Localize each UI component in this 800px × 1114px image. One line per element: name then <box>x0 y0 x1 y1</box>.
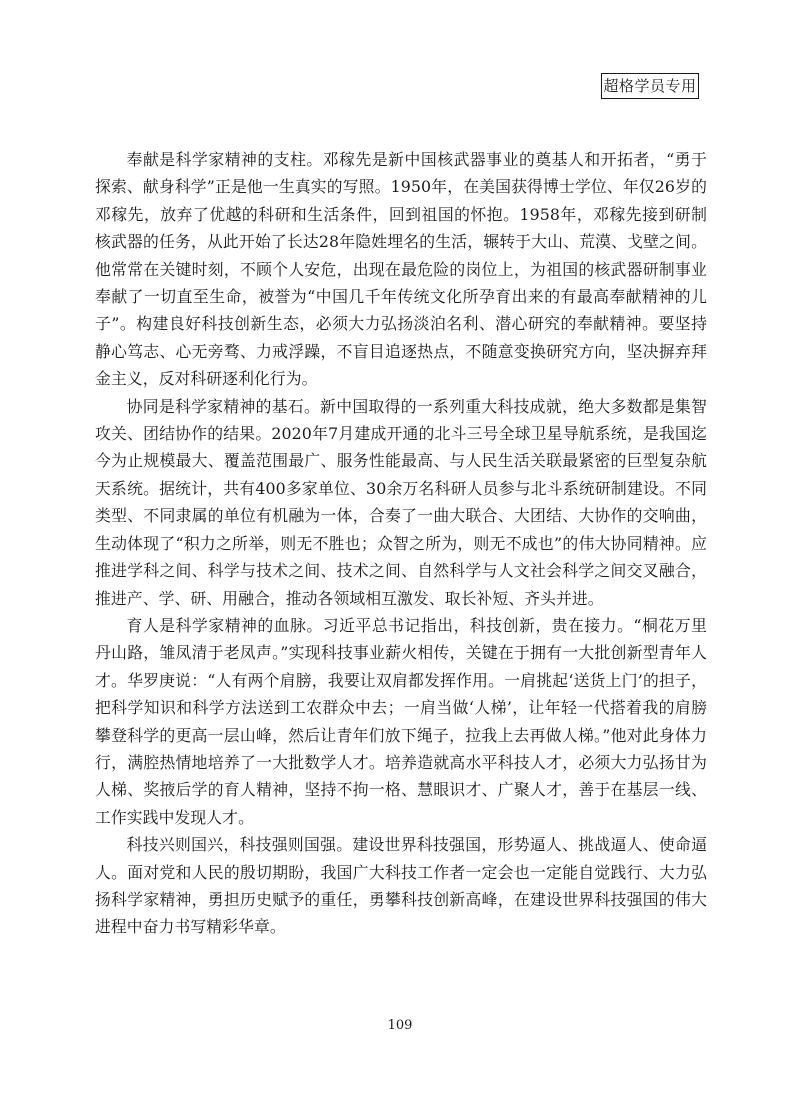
paragraph-dedication: 奉献是科学家精神的支柱。邓稼先是新中国核武器事业的奠基人和开拓者，“勇于探索、献身科学”正是他一生真实的写照。1950年，在美国获得博士学位、年仅26岁的邓稼先，放弃了优越的科研和生活条件，回到祖国的怀抱。1958年，邓稼先接到研制核武器的任务，从此开始了长达28年隐姓埋名的生活，辗转于大山、荒漠、戈壁之间。他常常在关键时刻，不顾个人安危，出现在最危险的岗位上，为祖国的核武器研制事业奉献了一切直至生命，被誉为“中国几千年传统文化所孕育出来的有最高奉献精神的儿子”。构建良好科技创新生态，必须大力弘扬淡泊名利、潜心研究的奉献精神。要坚持静心笃志、心无旁骛、力戒浮躁，不盲目追逐热点，不随意变换研究方向，坚决摒弃拜金主义，反对科研逐利化行为。 <box>95 150 707 389</box>
paragraph-education: 育人是科学家精神的血脉。习近平总书记指出，科技创新，贵在接力。“桐花万里丹山路，雏凤清于老凤声。”实现科技事业薪火相传，关键在于拥有一大批创新型青年人才。华罗庚说：“人有两个肩膀，我要让双肩都发挥作用。一肩挑起‘送货上门’的担子，把科学知识和科学方法送到工农群众中去；一肩当做‘人梯’，让年轻一代搭着我的肩膀攀登科学的更高一层山峰，然后让青年们放下绳子，拉我上去再做人梯。”他对此身体力行，满腔热情地培养了一大批数学人才。培养造就高水平科技人才，必须大力弘扬甘为人梯、奖掖后学的育人精神，坚持不拘一格、慧眼识才、广聚人才，善于在基层一线、工作实践中发现人才。 <box>95 615 707 827</box>
page-number: 109 <box>387 1018 413 1033</box>
paragraph-conclusion: 科技兴则国兴，科技强则国强。建设世界科技强国，形势逼人、挑战逼人、使命逼人。面对党和人民的殷切期盼，我国广大科技工作者一定会也一定能自觉践行、大力弘扬科学家精神，勇担历史赋予的重任，勇攀科技创新高峰，在建设世界科技强国的伟大进程中奋力书写精彩华章。 <box>95 835 707 937</box>
header-badge: 超格学员专用 <box>601 73 699 99</box>
paragraph-collaboration: 协同是科学家精神的基石。新中国取得的一系列重大科技成就，绝大多数都是集智攻关、团结协作的结果。2020年7月建成开通的北斗三号全球卫星导航系统，是我国迄今为止规模最大、覆盖范围最广、服务性能最高、与人民生活关联最紧密的巨型复杂航天系统。据统计，共有400多家单位、30余万名科研人员参与北斗系统研制建设。不同类型、不同隶属的单位有机融为一体，合奏了一曲大联合、大团结、大协作的交响曲，生动体现了“积力之所举，则无不胜也；众智之所为，则无不成也”的伟大协同精神。应推进学科之间、科学与技术之间、技术之间、自然科学与人文社会科学之间交叉融合，推进产、学、研、用融合，推动各领域相互激发、取长补短、齐头并进。 <box>95 396 707 608</box>
body-text <box>95 146 707 941</box>
